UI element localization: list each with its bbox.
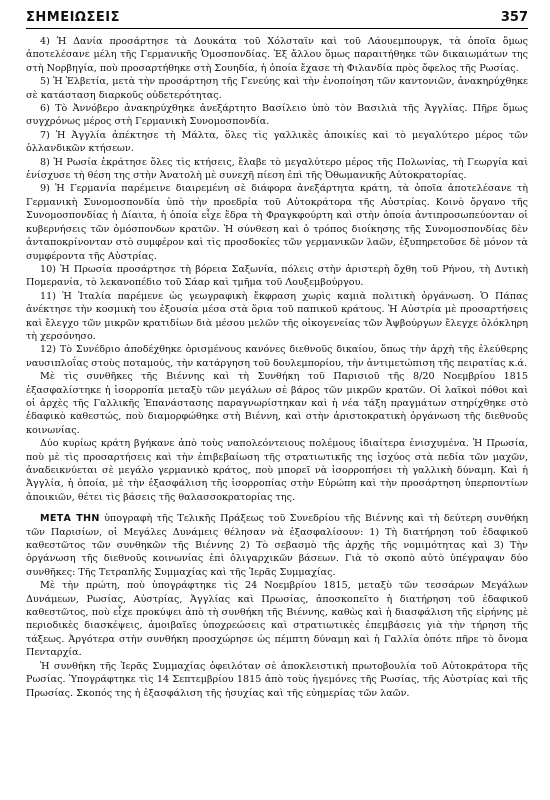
quadruple-alliance-paragraph: Μὲ τὴν πρώτη, ποὺ ὑπογράφτηκε τὶς 24 Νοεμβρίου 1815, μεταξὺ τῶν τεσσάρων Μεγάλων Δυνάμεων, Ρωσίας, Αὐστρίας, Ἀγγλίας καὶ Πρωσίας, ἀποσκοπεῖτο ἡ διατήρηση τοῦ ἐδαφικοῦ καθεστῶτος, ποὺ εἶχε προκύψει ἀπὸ τὴ συνθήκη τῆς Βιέννης, καθὼς καὶ ἡ διασφάλιση τῆς εἰρήνης μὲ περιοδικὲς διασκέψεις, ἀμοιβαῖες ὑποχρεώσεις καὶ στρατιωτικὲς ἐπεμβάσεις γιὰ τὴν τήρηση τῆς τάξεως. Ἀργότερα στὴν συνθήκη προσχώρησε ὡς πέμπτη δύναμη καὶ ἡ Γαλλία ὁπότε πῆρε τὸ ὄνομα Πενταρχία.	[26, 580, 528, 659]
paragraph-two-states: Δύο κυρίως κράτη βγήκανε ἀπὸ τοὺς ναπολεόντειους πολέμους ἰδιαίτερα ἐνισχυμένα. Ἡ Πρωσία, ποὺ μὲ τὶς προσαρτήσεις καὶ τὴν ἐπιβεβαίωση τῆς στρατιωτικῆς της ἰσχύος στὰ πεδία τῶν μαχῶν, ἀναδεικνύεται σὲ μεγάλο γερμανικὸ κράτος, ποὺ μπορεῖ νὰ ἰσορροπήσει τὴ γαλλικὴ δύναμη. Καὶ ἡ Ἀγγλία, ἡ ὁποία, μὲ τὴν ἐξασφάλιση τῆς ἰσορροπίας στὴν Εὐρώπη καὶ τὴν προσάρτηση ὑπερποντίων ἀποικιῶν, θέτει τὶς βάσεις τῆς θαλασσοκρατορίας της.	[26, 438, 528, 503]
alliances-intro	[26, 512, 528, 579]
note-4: 4) Ἡ Δανία προσάρτησε τὰ Δουκάτα τοῦ Χόλσταϊν καὶ τοῦ Λάουεμπουργκ, τὰ ὁποῖα ὅμως ἀποτελέσανε μέλη τῆς Γερμανικῆς Ὁμοσπονδίας. Ἐξ ἄλλου ὅμως παραιτήθηκε τῶν δικαιωμάτων της στὴ Νορβηγία, ποὺ προσαρτήθηκε στὴ Σουηδία, ἡ ὁποία ἔχασε τὴ Φιλανδία πρὸς ὄφελος τῆς Ρωσίας.	[26, 36, 528, 74]
note-6: 6) Τὸ Ἀννόβερο ἀνακηρύχθηκε ἀνεξάρτητο Βασίλειο ὑπὸ τὸν Βασιλιὰ τῆς Ἀγγλίας. Πῆρε ὅμως συγχρόνως μέρος στὴ Γερμανικὴ Συνομοσπονδία.	[26, 103, 528, 128]
note-5: 5) Ἡ Ἐλβετία, μετὰ τὴν προσάρτηση τῆς Γενεύης καὶ τὴν ἑνοποίηση τῶν καντονιῶν, ἀνακηρύχθηκε σὲ κατάσταση διαρκοῦς οὐδετερότητας.	[26, 76, 528, 101]
alliances-intro-text: ὑπογραφὴ τῆς Τελικῆς Πράξεως τοῦ Συνεδρίου τῆς Βιέννης καὶ τὴ δεύτερη συνθήκη τῶν Παρισίων, οἱ Μεγάλες Δυνάμεις θέλησαν νὰ ἐξασφαλίσουν: 1) Τὴ διατήρηση τοῦ ἐδαφικοῦ καθεστῶτος τῶν συνθηκῶν τῆς Βιέννης 2) Τὸ σεβασμὸ τῆς ἀρχῆς τῆς νομιμότητας καὶ 3) Τὴν ὀργάνωση τῆς διεθνοῦς κοινωνίας ἐπὶ ὀλιγαρχικῶν βάσεων. Γιὰ τὸ σκοπὸ αὐτὸ ὑπέγραψαν δύο συνθῆκες: Τῆς Τετραπλῆς Συμμαχίας καὶ τῆς Ἱερᾶς Συμμαχίας.	[26, 513, 528, 578]
note-10: 10) Ἡ Πρωσία προσάρτησε τὴ βόρεια Σαξωνία, πόλεις στὴν ἀριστερὴ ὄχθη τοῦ Ρήνου, τὴ Δυτικὴ Πομερανία, τὸ λεκανοπέδιο τοῦ Σάαρ καὶ τμῆμα τοῦ Λουξεμβούργου.	[26, 263, 528, 289]
notes-section	[26, 35, 528, 504]
holy-alliance-paragraph: Ἡ συνθήκη τῆς Ἱερᾶς Συμμαχίας ὀφειλόταν σὲ ἀποκλειστικὴ πρωτοβουλία τοῦ Αὐτοκράτορα τῆς Ρωσίας. Ὑπογράφτηκε τὶς 14 Σεπτεμβρίου 1815 ἀπὸ τοὺς ἡγεμόνες τῆς Ρωσίας, τῆς Αὐστρίας καὶ τῆς Πρωσίας. Σκοπός της ἡ ἐξασφάλιση τῆς ἡσυχίας καὶ τῆς εὐημερίας τῶν λαῶν.	[26, 660, 528, 699]
alliances-section	[26, 512, 528, 700]
page-header	[26, 10, 528, 27]
note-8: 8) Ἡ Ρωσία ἐκράτησε ὅλες τὶς κτήσεις, ἔλαβε τὸ μεγαλύτερο μέρος τῆς Πολωνίας, τὴ Γεωργία καὶ ἐνίσχυσε τὴ θέση της στὴν Ἀνατολὴ μὲ συνεχῆ πίεση ἐπὶ τῆς Ὀθωμανικῆς Αὐτοκρατορίας.	[26, 156, 528, 182]
note-12: 12) Τὸ Συνέδριο ἀποδέχθηκε ὁρισμένους κανόνες διεθνοῦς δικαίου, ὅπως τὴν ἀρχὴ τῆς ἐλεύθερης ναυσιπλοΐας στοὺς ποταμούς, τὴν κατάργηση τοῦ δουλεμπορίου, τὴν ἀντιμετώπιση τῆς πειρατίας κ.ά.	[26, 344, 528, 369]
note-11: 11) Ἡ Ἰταλία παρέμενε ὡς γεωγραφικὴ ἔκφραση χωρὶς καμιὰ πολιτικὴ ὀργάνωση. Ὁ Πάπας ἀνέκτησε τὴν κοσμικὴ του ἐξουσία μέσα στὰ ὅρια τοῦ παπικοῦ κράτους. Ἡ Αὐστρία μὲ προσαρτήσεις καὶ ἔλεγχο τῶν μικρῶν κρατιδίων διὰ μέσου μελῶν τῆς οἰκογενείας τῶν Ἀψβούργων ἔλεγχε ὁλόκληρη τὴ χερσόνησο.	[26, 290, 528, 342]
note-9: 9) Ἡ Γερμανία παρέμεινε διαιρεμένη σὲ διάφορα ἀνεξάρτητα κράτη, τὰ ὁποῖα ἀποτελέσανε τὴ Γερμανικὴ Συνομοσπονδία ὑπὸ τὴν προεδρία τοῦ Αὐτοκράτορα τῆς Αὐστρίας. Κοινὸ ὄργανο τῆς Συνομοσπονδίας ἡ Δίαιτα, ἡ ὁποία εἶχε ἕδρα τὴ Φραγκφούρτη καὶ στὴν ὁποία ἀντιπροσωπεύονταν οἱ κυβερνήσεις τῶν ὁμόσπονδων κρατῶν. Ἡ σύνθεση καὶ ὁ τρόπος διοίκησης τῆς Συνομοσπονδίας δὲν ἀνταποκρίνονταν στὸ συμφέρον καὶ τὶς προσδοκίες τῶν γερμανικῶν λαῶν, ἐξυπηρετοῦσε δὲ μόνον τὰ συμφέροντα τῆς Αὐστρίας.	[26, 183, 528, 262]
lead-caps: ΜΕΤΑ ΤΗΝ	[40, 513, 100, 525]
header-rule	[26, 28, 528, 29]
section-gap	[26, 504, 528, 512]
paragraph-vienna-treaties: Μὲ τὶς συνθῆκες τῆς Βιέννης καὶ τὴ Συνθήκη τοῦ Παρισιοῦ τῆς 8/20 Νοεμβρίου 1815 ἐξασφαλίστηκε ἡ ἰσορροπία μεταξὺ τῶν μεγάλων σὲ βάρος τῶν μικρῶν κρατῶν. Οἱ λαϊκοὶ πόθοι καὶ οἱ ἀρχὲς τῆς Γαλλικῆς Ἐπανάστασης παραγνωρίστηκαν καὶ ἡ νέα τάξη πραγμάτων στηρίχθηκε στὸ ἐδαφικὸ καθεστώς, ποὺ διαμορφώθηκε στὴ Βιέννη, καὶ στὴν ἀριστοκρατικὴ ὀργάνωση τῆς διεθνοῦς κοινωνίας.	[26, 371, 528, 436]
page-number: 357	[500, 10, 528, 25]
running-head: ΣΗΜΕΙΩΣΕΙΣ	[26, 10, 120, 25]
note-7: 7) Ἡ Ἀγγλία ἀπέκτησε τὴ Μάλτα, ὅλες τὶς γαλλικὲς ἀποικίες καὶ τὸ μεγαλύτερο μέρος τῶν ὁλλανδικῶν κτήσεων.	[26, 129, 528, 155]
